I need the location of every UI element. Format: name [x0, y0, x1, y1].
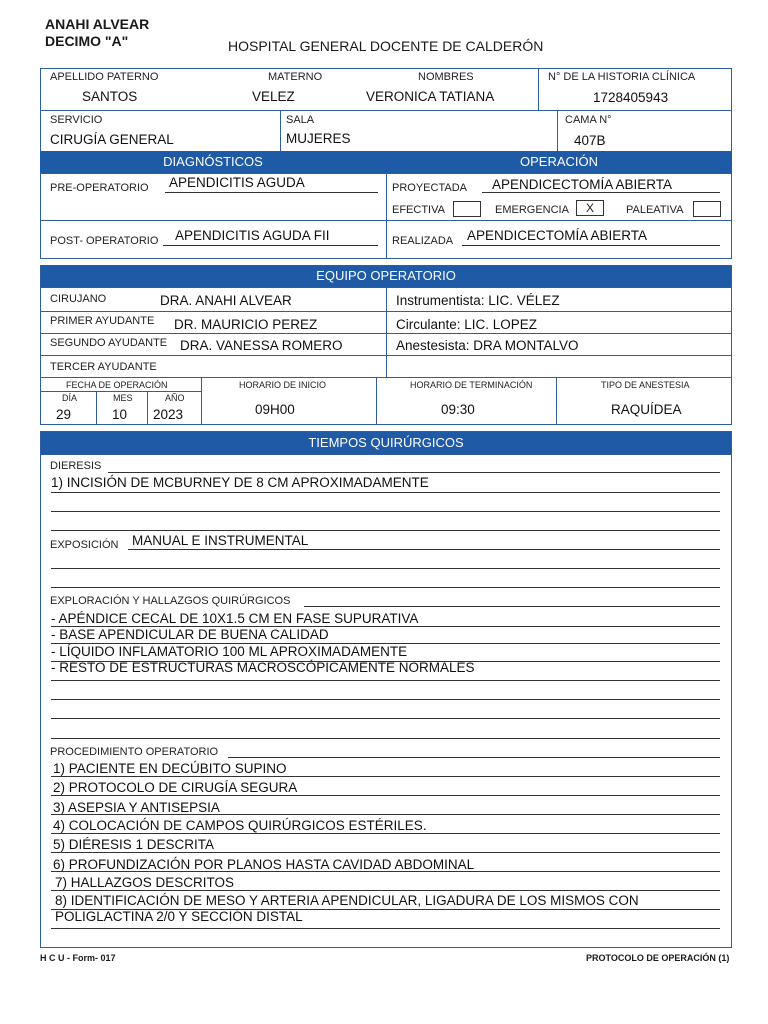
- pre-operatorio-label: PRE-OPERATORIO: [50, 182, 149, 194]
- procedimiento-line: 8) IDENTIFICACIÓN DE MESO Y ARTERIA APENDICULAR, LIGADURA DE LOS MISMOS CON: [55, 893, 639, 908]
- exploracion-line: - RESTO DE ESTRUCTURAS MACROSCÓPICAMENTE NORMALES: [51, 660, 475, 675]
- form-title: PROTOCOLO DE OPERACIÓN (1): [586, 953, 730, 963]
- inicio-label: HORARIO DE INICIO: [239, 380, 327, 390]
- ruled-line: [51, 890, 720, 891]
- divider: [96, 391, 97, 425]
- procedimiento-line: 1) PACIENTE EN DECÚBITO SUPINO: [53, 761, 287, 776]
- mes-label: MES: [113, 393, 133, 403]
- divider: [40, 391, 201, 392]
- mes-value: 10: [112, 407, 128, 422]
- dia-label: DÍA: [62, 393, 78, 403]
- ruled-line: [51, 833, 720, 834]
- ruled-line: [51, 852, 720, 853]
- tercer-ayudante-label: TERCER AYUDANTE: [50, 361, 157, 373]
- ruled-line: [128, 549, 720, 550]
- fecha-label: FECHA DE OPERACIÓN: [66, 380, 168, 390]
- inicio-value: 09H00: [255, 402, 295, 417]
- post-operatorio-value: APENDICITIS AGUDA FII: [175, 228, 330, 243]
- procedimiento-line: 5) DIÉRESIS 1 DESCRITA: [53, 837, 215, 852]
- ruled-line: [51, 738, 720, 739]
- ruled-line: [51, 814, 720, 815]
- efectiva-checkbox[interactable]: [453, 201, 481, 217]
- student-class: DECIMO "A": [45, 33, 129, 49]
- exploracion-line: - BASE APENDICULAR DE BUENA CALIDAD: [51, 627, 329, 642]
- servicio-value: CIRUGÍA GENERAL: [50, 132, 174, 147]
- cama-label: CAMA N°: [565, 114, 612, 126]
- termino-label: HORARIO DE TERMINACIÓN: [410, 380, 533, 390]
- pre-operatorio-value: APENDICITIS AGUDA: [169, 175, 305, 190]
- divider: [40, 454, 732, 455]
- procedimiento-line: 2) PROTOCOLO DE CIRUGÍA SEGURA: [53, 780, 298, 795]
- ruled-line: [108, 472, 720, 473]
- ruled-line: [228, 757, 720, 758]
- dieresis-line: 1) INCISIÓN DE MCBURNEY DE 8 CM APROXIMADAMENTE: [51, 475, 429, 490]
- ruled-line: [51, 871, 720, 872]
- ruled-line: [51, 718, 720, 719]
- hospital-name: HOSPITAL GENERAL DOCENTE DE CALDERÓN: [228, 38, 544, 54]
- sala-label: SALA: [286, 114, 315, 126]
- cirujano-value: DRA. ANAHI ALVEAR: [160, 293, 292, 308]
- divider: [557, 110, 558, 153]
- termino-value: 09:30: [441, 402, 475, 417]
- emergencia-checkbox[interactable]: X: [576, 200, 604, 216]
- divider: [40, 110, 732, 111]
- apellido-paterno-value: SANTOS: [82, 89, 138, 104]
- ruled-line: [51, 530, 720, 531]
- divider: [386, 287, 387, 377]
- procedimiento-line: 4) COLOCACIÓN DE CAMPOS QUIRÚRGICOS ESTÉRILES.: [53, 818, 427, 833]
- primer-ayudante-value: DR. MAURICIO PEREZ: [174, 317, 318, 332]
- proyectada-value: APENDICECTOMÍA ABIERTA: [492, 177, 673, 192]
- procedimiento-line: 3) ASEPSIA Y ANTISEPSIA: [53, 800, 220, 815]
- divider: [538, 68, 539, 110]
- nombres-value: VERONICA TATIANA: [366, 89, 495, 104]
- emergencia-label: EMERGENCIA: [495, 204, 569, 216]
- exploracion-label: EXPLORACIÓN Y HALLAZGOS QUIRÚRGICOS: [50, 595, 291, 607]
- anestesista-value: Anestesista: DRA MONTALVO: [396, 338, 579, 353]
- dieresis-label: DIERESIS: [50, 460, 102, 472]
- historia-value: 1728405943: [593, 90, 669, 105]
- nombres-label: NOMBRES: [418, 71, 474, 83]
- primer-ayudante-label: PRIMER AYUDANTE: [50, 315, 155, 327]
- exposicion-value: MANUAL E INSTRUMENTAL: [132, 533, 309, 548]
- divider: [201, 377, 202, 425]
- anestesia-label: TIPO DE ANESTESIA: [601, 380, 690, 390]
- anestesia-value: RAQUÍDEA: [611, 402, 682, 417]
- underline: [165, 192, 378, 193]
- ruled-line: [51, 909, 720, 910]
- underline: [462, 245, 720, 246]
- ruled-line: [51, 626, 720, 627]
- circulante-value: Circulante: LIC. LOPEZ: [396, 317, 538, 332]
- paleativa-checkbox[interactable]: [693, 201, 721, 217]
- underline: [482, 192, 720, 193]
- exposicion-label: EXPOSICIÓN: [50, 539, 119, 551]
- efectiva-label: EFECTIVA: [392, 204, 445, 216]
- cama-value: 407B: [574, 133, 606, 148]
- ruled-line: [51, 776, 720, 777]
- historia-label: N° DE LA HISTORIA CLÍNICA: [548, 71, 696, 83]
- dia-value: 29: [56, 407, 72, 422]
- ruled-line: [51, 643, 720, 644]
- tiempos-header: TIEMPOS QUIRÚRGICOS: [41, 432, 731, 454]
- exploracion-line: - LÍQUIDO INFLAMATORIO 100 ML APROXIMADAMENTE: [51, 644, 408, 659]
- anio-value: 2023: [153, 407, 184, 422]
- divider: [40, 220, 732, 221]
- student-name: ANAHI ALVEAR: [45, 16, 150, 32]
- procedimiento-label: PROCEDIMIENTO OPERATORIO: [50, 746, 219, 758]
- materno-label: MATERNO: [268, 71, 323, 83]
- divider: [280, 110, 281, 153]
- sala-value: MUJERES: [286, 131, 351, 146]
- procedimiento-line: 7) HALLAZGOS DESCRITOS: [55, 875, 235, 890]
- realizada-label: REALIZADA: [392, 235, 454, 247]
- ruled-line: [51, 795, 720, 796]
- divider: [147, 391, 148, 425]
- divider: [556, 377, 557, 425]
- paleativa-label: PALEATIVA: [626, 204, 684, 216]
- servicio-label: SERVICIO: [50, 114, 103, 126]
- instrumentista-value: Instrumentista: LIC. VÉLEZ: [396, 293, 560, 308]
- ruled-line: [51, 680, 720, 681]
- diagnosticos-header: DIAGNÓSTICOS: [40, 151, 386, 173]
- anio-label: AÑO: [165, 393, 185, 403]
- form-code: H C U - Form- 017: [40, 953, 116, 963]
- divider: [376, 377, 377, 425]
- proyectada-label: PROYECTADA: [392, 182, 467, 194]
- ruled-line: [51, 568, 720, 569]
- materno-value: VELEZ: [252, 89, 295, 104]
- apellido-paterno-label: APELLIDO PATERNO: [50, 71, 159, 83]
- underline: [163, 245, 378, 246]
- ruled-line: [51, 492, 720, 493]
- divider: [386, 173, 387, 259]
- segundo-ayudante-value: DRA. VANESSA ROMERO: [180, 338, 343, 353]
- exploracion-line: - APÉNDICE CECAL DE 10X1.5 CM EN FASE SUPURATIVA: [51, 611, 419, 626]
- ruled-line: [304, 606, 720, 607]
- procedimiento-line: 6) PROFUNDIZACIÓN POR PLANOS HASTA CAVIDAD ABDOMINAL: [53, 857, 475, 872]
- procedimiento-line: POLIGLACTINA 2/0 Y SECCIÓN DISTAL: [55, 909, 303, 924]
- operacion-header: OPERACIÓN: [386, 151, 732, 173]
- ruled-line: [51, 511, 720, 512]
- ruled-line: [51, 587, 720, 588]
- post-operatorio-label: POST- OPERATORIO: [50, 235, 159, 247]
- realizada-value: APENDICECTOMÍA ABIERTA: [467, 228, 648, 243]
- equipo-header: EQUIPO OPERATORIO: [41, 266, 731, 287]
- ruled-line: [51, 661, 720, 662]
- ruled-line: [51, 699, 720, 700]
- ruled-line: [51, 928, 720, 929]
- divider: [40, 377, 732, 378]
- cirujano-label: CIRUJANO: [50, 293, 107, 305]
- segundo-ayudante-label: SEGUNDO AYUDANTE: [50, 337, 168, 349]
